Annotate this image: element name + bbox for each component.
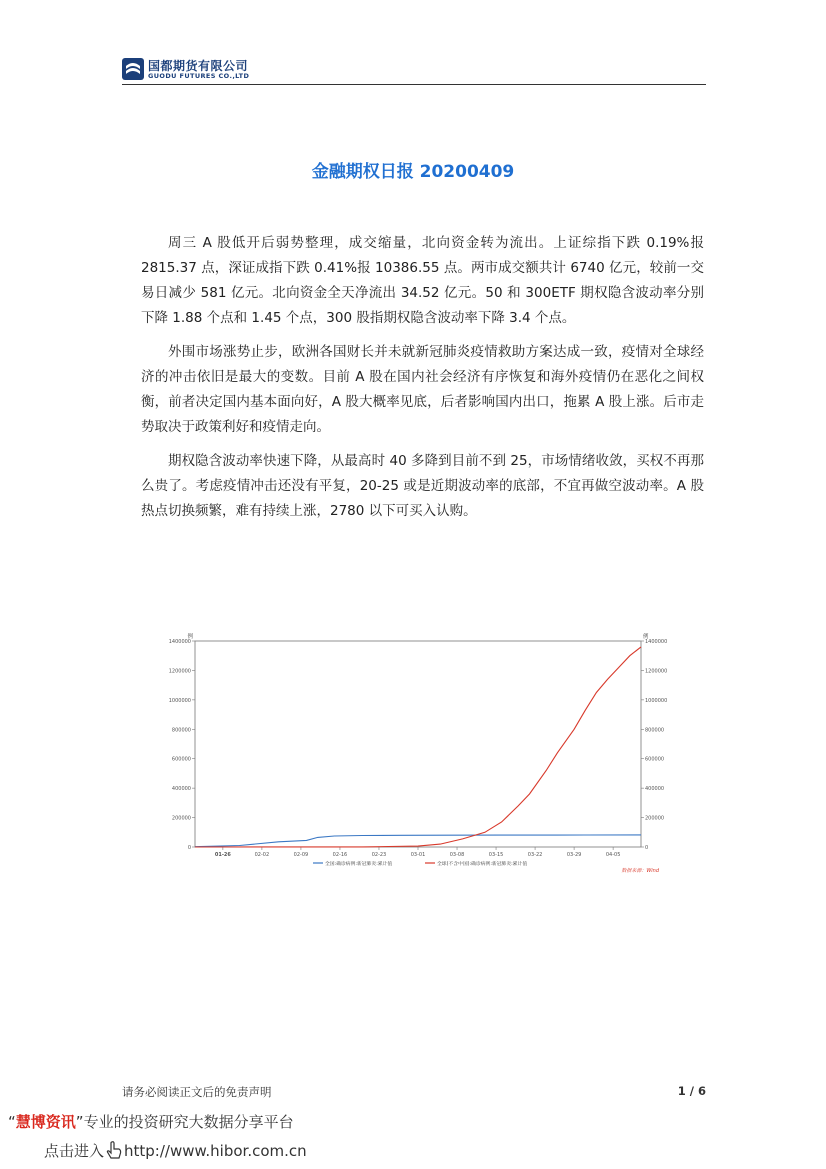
right-tick-label: 1200000 xyxy=(645,668,668,675)
right-tick-label: 200000 xyxy=(645,815,665,822)
left-tick-label: 1000000 xyxy=(168,697,191,704)
x-tick-label: 03-15 xyxy=(488,852,504,858)
x-tick-label: 02-23 xyxy=(371,852,387,858)
company-name-cn: 国都期货有限公司 xyxy=(148,59,249,73)
right-tick-label: 400000 xyxy=(645,786,665,793)
paragraph-3: 期权隐含波动率快速下降，从最高时 40 多降到目前不到 25，市场情绪收敛，买权不再那么贵了。考虑疫情冲击还没有平复，20-25 或是近期波动率的底部，不宜再做空波动率。A 股热点切换频繁，难有持续上涨，2780 以下可买入认购。 xyxy=(141,453,704,519)
left-tick-label: 1200000 xyxy=(168,668,191,675)
x-tick-label: 03-01 xyxy=(410,852,426,858)
legend-label-2: 全球(不含中国):确诊病例:新冠肺炎:累计值 xyxy=(437,862,528,867)
promo-tagline xyxy=(8,1111,294,1132)
promo-link[interactable] xyxy=(44,1140,307,1161)
chart-canvas xyxy=(163,627,673,879)
quote-open: “ xyxy=(8,1113,16,1131)
left-axis-unit: 例 xyxy=(187,634,193,640)
left-tick-label: 0 xyxy=(187,845,191,851)
x-tick-label: 02-02 xyxy=(254,852,270,858)
company-name-en: GUODU FUTURES CO.,LTD xyxy=(148,72,250,80)
disclaimer-note: 请务必阅读正文后的免责声明 xyxy=(122,1085,272,1099)
x-tick-label: 03-29 xyxy=(566,852,582,858)
report-title: 金融期权日报 20200409 xyxy=(311,162,515,182)
left-tick-label: 1400000 xyxy=(168,639,191,645)
paragraph-1: 周三 A 股低开后弱势整理，成交缩量，北向资金转为流出。上证综指下跌 0.19%报 2815.37 点，深证成指下跌 0.41%报 10386.55 点。两市成交额共计 6740 亿元，较前一交易日减少 581 亿元。北向资金全天净流出 34.52 亿元。50 和 300ETF 期权隐含波动率分别下降 1.88 个点和 1.45 个点，300 股指期权隐含波动率下降 3.4 个点。 xyxy=(141,235,704,326)
right-tick-label: 0 xyxy=(645,845,649,851)
promo-url[interactable]: http://www.hibor.com.cn xyxy=(124,1142,307,1160)
x-tick-label: 01-26 xyxy=(214,852,231,858)
page-header xyxy=(122,54,706,86)
x-tick-label: 02-16 xyxy=(332,852,348,858)
page-number: 1 / 6 xyxy=(677,1084,706,1098)
x-tick-label: 02-09 xyxy=(293,852,309,858)
left-tick-label: 800000 xyxy=(171,727,191,734)
hand-pointer-icon xyxy=(106,1141,122,1159)
right-tick-label: 800000 xyxy=(645,727,665,734)
x-tick-label: 04-05 xyxy=(605,852,621,858)
left-tick-label: 400000 xyxy=(171,786,191,793)
right-axis-unit: 例 xyxy=(643,634,649,640)
series-line-2 xyxy=(195,647,641,847)
left-tick-label: 600000 xyxy=(171,756,191,763)
promo-click-label[interactable]: 点击进入 xyxy=(44,1142,105,1160)
plot-frame xyxy=(195,641,641,847)
x-tick-label: 03-22 xyxy=(527,852,543,858)
promo-tagline-text: 专业的投资研究大数据分享平台 xyxy=(83,1113,294,1131)
covid-cases-chart xyxy=(163,627,673,879)
company-logo-icon xyxy=(122,58,144,80)
left-tick-label: 200000 xyxy=(171,815,191,822)
series-line-1 xyxy=(195,835,641,847)
chart-source: 数据来源：Wind xyxy=(621,868,659,874)
x-tick-label: 03-08 xyxy=(449,852,465,858)
report-body xyxy=(141,231,704,533)
legend-label-1: 全国:确诊病例:新冠肺炎:累计值 xyxy=(325,862,393,867)
header-divider xyxy=(122,84,706,85)
quote-close: ” xyxy=(75,1113,84,1131)
right-tick-label: 1000000 xyxy=(645,697,668,704)
right-tick-label: 600000 xyxy=(645,756,665,763)
promo-brand: 慧博资讯 xyxy=(15,1113,76,1131)
right-tick-label: 1400000 xyxy=(645,639,668,645)
paragraph-2: 外围市场涨势止步，欧洲各国财长并未就新冠肺炎疫情救助方案达成一致，疫情对全球经济的冲击依旧是最大的变数。目前 A 股在国内社会经济有序恢复和海外疫情仍在恶化之间权衡，前者决定国内基本面向好，A 股大概率见底，后者影响国内出口，拖累 A 股上涨。后市走势取决于政策利好和疫情走向。 xyxy=(141,344,704,435)
